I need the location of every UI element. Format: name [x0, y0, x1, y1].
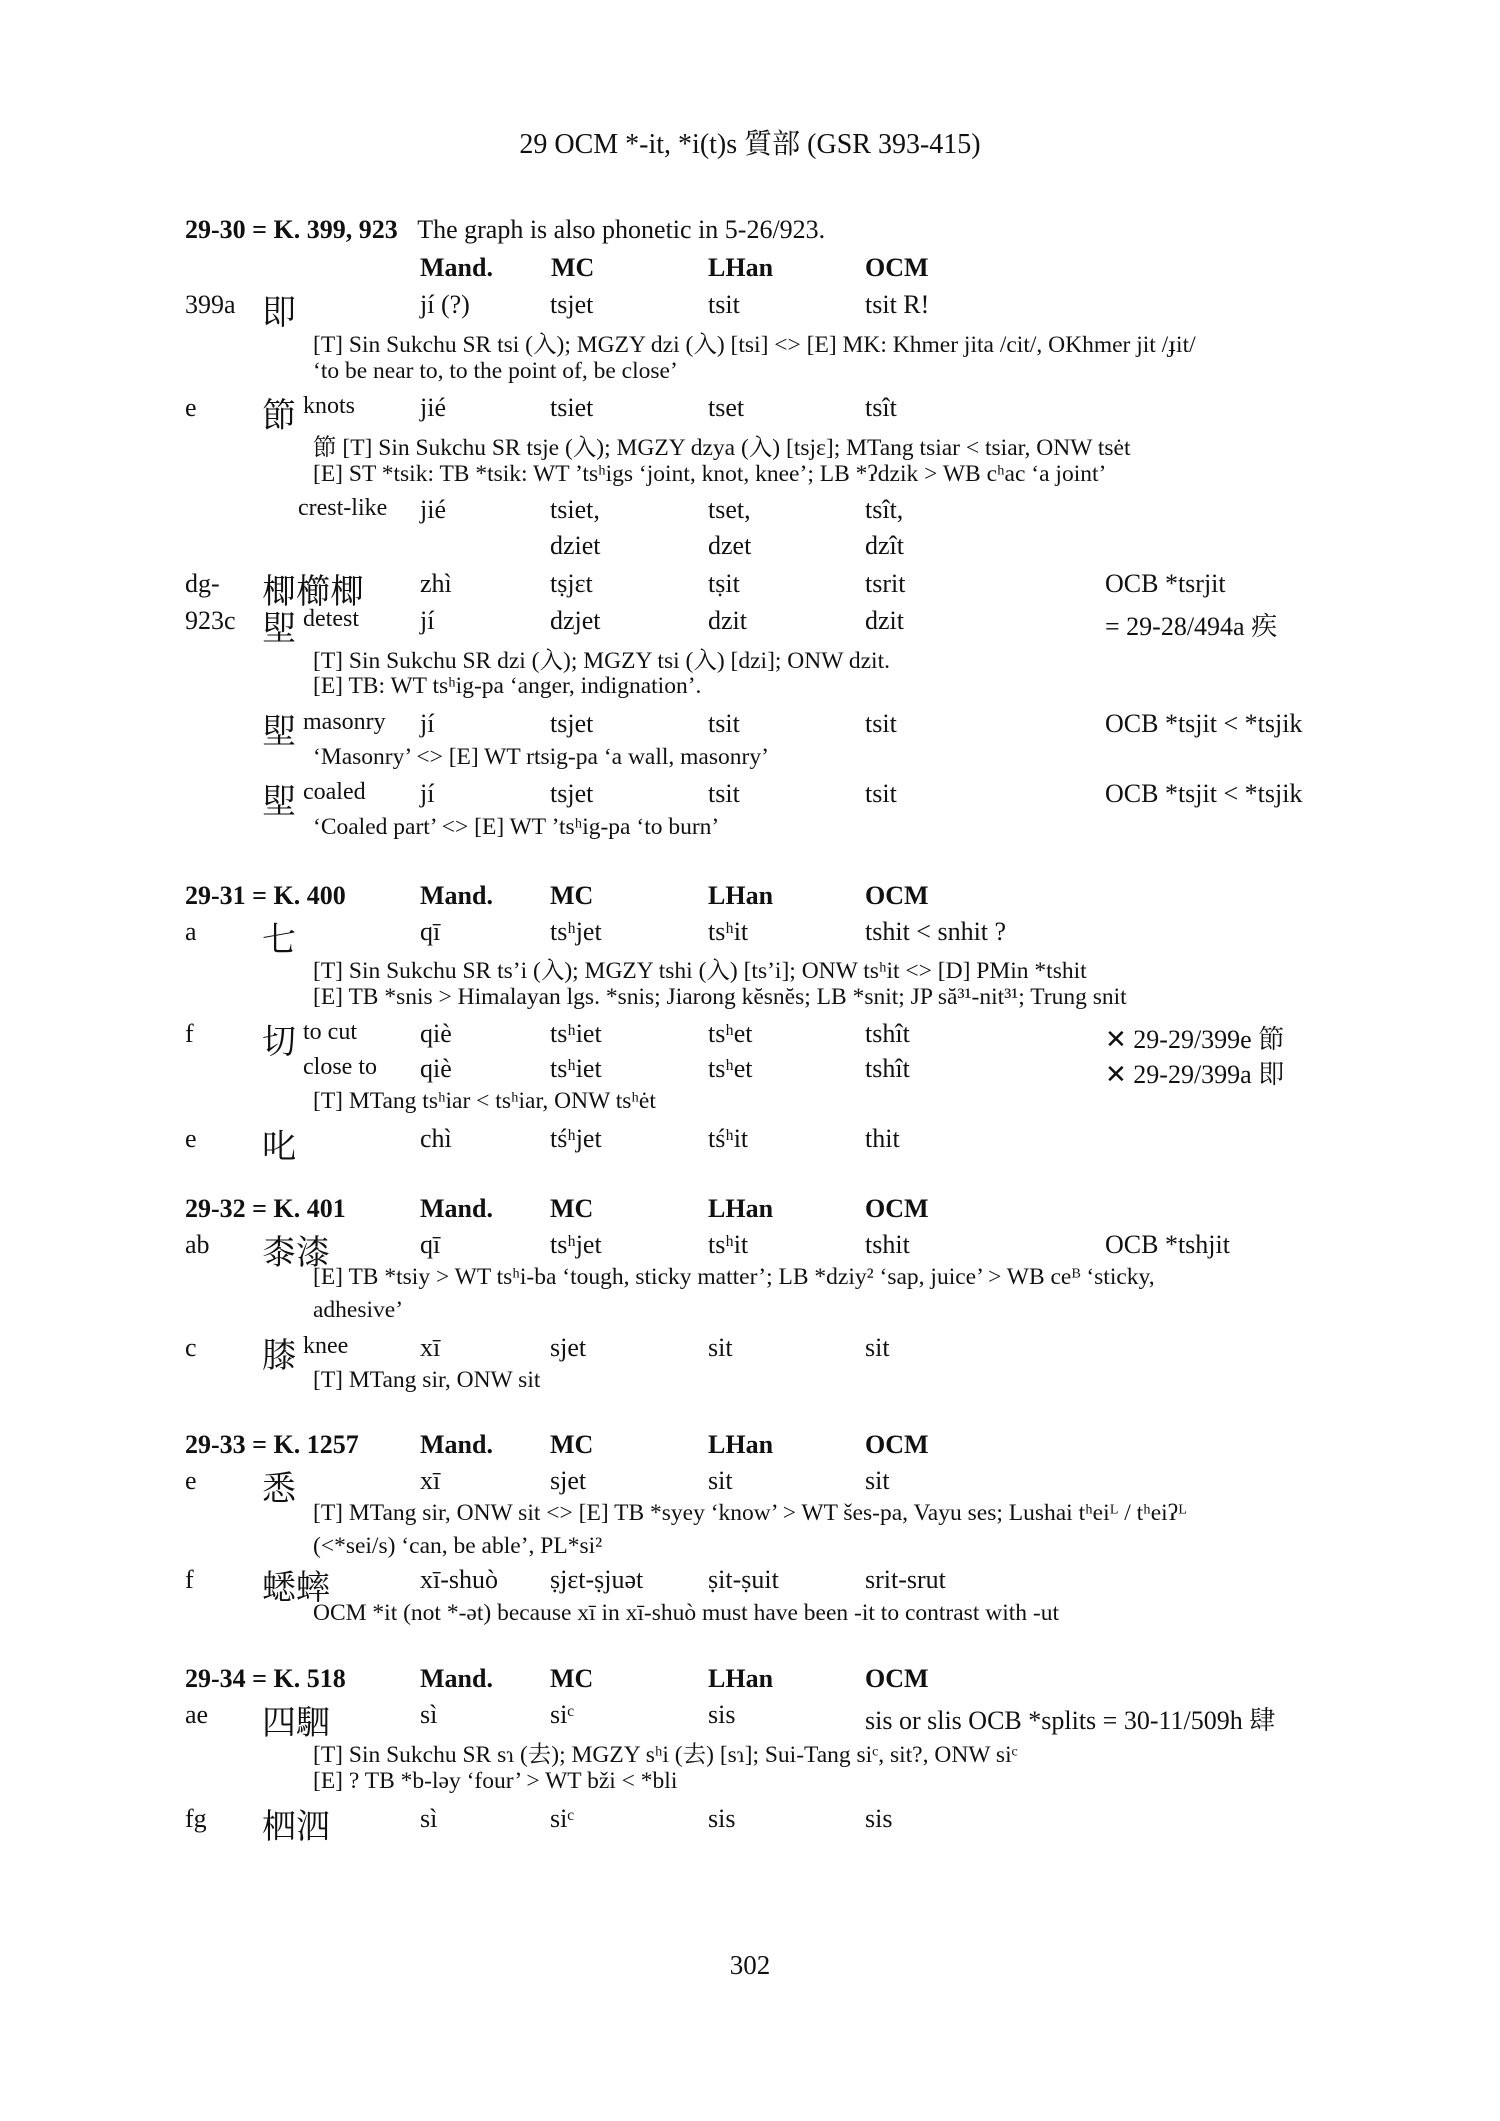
row-lhan: tsit — [708, 290, 740, 319]
row-id: e — [185, 1466, 197, 1495]
table-row — [0, 779, 1500, 822]
row-mand: xī-shuò — [420, 1565, 498, 1594]
row-mand: jí (?) — [420, 290, 470, 319]
note-line: (<*sei/s) ‘can, be able’, PL*si² — [313, 1533, 603, 1559]
row-ocm: thit — [865, 1124, 900, 1153]
row-ocb: OCB *tsjit < *tsjik — [1105, 709, 1303, 738]
row-gloss: coaled — [303, 779, 366, 805]
section-description: The graph is also phonetic in 5-26/923. — [417, 215, 826, 244]
row-gloss: close to — [303, 1054, 377, 1080]
table-row — [0, 606, 1500, 649]
row-ocm: dzît — [865, 531, 904, 560]
row-lhan: sis — [708, 1700, 736, 1729]
row-ocb: OCB *tsrjit — [1105, 569, 1226, 598]
col-mand: Mand. — [420, 253, 493, 282]
row-mand: chì — [420, 1124, 452, 1153]
row-ocb: OCB *tsjit < *tsjik — [1105, 779, 1303, 808]
note-line: [T] MTang tsʰiar < tsʰiar, ONW tsʰėt — [313, 1088, 656, 1114]
table-row — [0, 1230, 1500, 1273]
table-row — [0, 495, 1500, 531]
row-ocm: tsrit — [865, 569, 906, 598]
row-mc: dziet — [550, 531, 601, 560]
note-line: [T] Sin Sukchu SR tsi (入); MGZY dzi (入) [tsi] <> [E] MK: Khmer jita /cit/, OKhmer jit /ɟit/ — [313, 332, 1196, 358]
row-graph: 七 — [262, 920, 296, 960]
row-ocm: tsit — [865, 779, 897, 808]
column-header-row — [0, 253, 1500, 289]
table-row — [0, 1466, 1500, 1509]
table-row — [0, 1124, 1500, 1167]
row-id: ab — [185, 1230, 210, 1259]
row-ocm: tshit — [865, 1230, 910, 1259]
row-mc: tsʰiet — [550, 1054, 602, 1083]
row-ocm: tsît, — [865, 495, 904, 524]
note-line: [T] Sin Sukchu SR sɿ (去); MGZY sʰi (去) [sɿ]; Sui-Tang siᶜ, sit?, ONW siᶜ — [313, 1742, 1018, 1768]
row-mand: zhì — [420, 569, 452, 598]
table-row — [0, 393, 1500, 436]
section-id: 29-34 = K. 518 — [185, 1664, 346, 1693]
row-mc: tsjet — [550, 709, 594, 738]
row-id: e — [185, 1124, 197, 1153]
row-id: dg- — [185, 569, 220, 598]
row-lhan: tsʰet — [708, 1054, 753, 1083]
row-graph: 蟋蟀 — [262, 1568, 330, 1608]
note-line: [E] ST *tsik: TB *tsik: WT ’tsʰigs ‘joint, knot, knee’; LB *ʔdzik > WB cʰac ‘a joint’ — [313, 461, 1107, 487]
row-lhan: tset — [708, 393, 745, 422]
row-graph: 切 — [262, 1022, 296, 1062]
row-gloss: crest-like — [298, 495, 388, 521]
col-mand: Mand. — [420, 1194, 493, 1223]
col-ocm: OCM — [865, 253, 929, 282]
row-id: 399a — [185, 290, 236, 319]
row-mand: jié — [420, 495, 446, 524]
row-id: c — [185, 1333, 197, 1362]
col-lhan: LHan — [708, 1194, 774, 1223]
table-row — [0, 569, 1500, 612]
col-mand: Mand. — [420, 1664, 493, 1693]
note-line: [T] Sin Sukchu SR ts’i (入); MGZY tshi (入) [ts’i]; ONW tsʰit <> [D] PMin *tshit — [313, 958, 1087, 984]
row-id: f — [185, 1565, 194, 1594]
row-ocm: tshît — [865, 1019, 910, 1048]
row-graph: 四駟 — [262, 1703, 330, 1743]
col-mc: MC — [550, 1430, 594, 1459]
row-mand: qiè — [420, 1054, 452, 1083]
row-graph: 柶泗 — [262, 1807, 330, 1847]
section-heading-29-34 — [0, 1664, 1500, 1700]
col-mand: Mand. — [420, 1430, 493, 1459]
note-line: [E] TB *tsiy > WT tsʰi-ba ‘tough, sticky matter’; LB *dziy² ‘sap, juice’ > WB ceᴮ ‘sticky, — [313, 1264, 1155, 1290]
row-mc: tsiet, — [550, 495, 600, 524]
note-line: [E] TB: WT tsʰig-pa ‘anger, indignation’. — [313, 673, 702, 699]
note-line: [T] Sin Sukchu SR dzi (入); MGZY tsi (入) [dzi]; ONW dzit. — [313, 648, 890, 674]
row-id: e — [185, 393, 197, 422]
row-mc: sjet — [550, 1333, 587, 1362]
note-line: adhesive’ — [313, 1297, 404, 1323]
row-mc: tsjet — [550, 779, 594, 808]
row-graph: 楖櫛楖 — [262, 572, 364, 612]
col-ocm: OCM — [865, 1664, 929, 1693]
row-mand: qī — [420, 917, 441, 946]
col-mand: Mand. — [420, 881, 493, 910]
col-ocm: OCM — [865, 1194, 929, 1223]
section-id: 29-33 = K. 1257 — [185, 1430, 359, 1459]
col-ocm: OCM — [865, 881, 929, 910]
row-lhan: tsʰit — [708, 1230, 749, 1259]
row-mc: siᶜ — [550, 1700, 574, 1729]
row-graph: 堲 — [262, 712, 296, 752]
note-line: [T] MTang sir, ONW sit <> [E] TB *syey ‘know’ > WT šes-pa, Vayu ses; Lushai tʰeiᴸ / tʰeiʔᴸ — [313, 1500, 1187, 1526]
row-ocm: tsit R! — [865, 290, 930, 319]
row-id: a — [185, 917, 197, 946]
col-mc: MC — [550, 881, 594, 910]
row-gloss: detest — [303, 606, 359, 632]
table-row — [0, 917, 1500, 960]
row-graph: 堲 — [262, 782, 296, 822]
row-ocb: = 29-28/494a 疾 — [1105, 612, 1278, 641]
note-line: OCM *it (not *-ət) because xī in xī-shuò must have been -it to contrast with -ut — [313, 1600, 1059, 1626]
row-graph: 堲 — [262, 609, 296, 649]
col-lhan: LHan — [708, 1664, 774, 1693]
row-lhan: ṣit-ṣuit — [708, 1565, 779, 1594]
row-mand: xī — [420, 1333, 441, 1362]
row-mc: tsʰiet — [550, 1019, 602, 1048]
note-line: ‘Coaled part’ <> [E] WT ’tsʰig-pa ‘to burn’ — [313, 814, 720, 840]
table-row — [0, 709, 1500, 752]
row-id: fg — [185, 1804, 207, 1833]
row-id: f — [185, 1019, 194, 1048]
table-row — [0, 1565, 1500, 1608]
row-graph: 叱 — [262, 1127, 296, 1167]
row-mand: qiè — [420, 1019, 452, 1048]
col-lhan: LHan — [708, 1430, 774, 1459]
col-mc: MC — [550, 1664, 594, 1693]
row-gloss: to cut — [303, 1019, 357, 1045]
note-line: 節 [T] Sin Sukchu SR tsje (入); MGZY dzya (入) [tsjɛ]; MTang tsiar < tsiar, ONW tsėt — [313, 435, 1131, 461]
table-row — [0, 1804, 1500, 1847]
row-lhan: dzet — [708, 531, 752, 560]
row-lhan: dzit — [708, 606, 747, 635]
section-heading-29-31 — [0, 881, 1500, 917]
note-line: ‘Masonry’ <> [E] WT rtsig-pa ‘a wall, masonry’ — [313, 744, 769, 770]
row-ocm: tsît — [865, 393, 897, 422]
row-lhan: sit — [708, 1466, 733, 1495]
row-mc: dzjet — [550, 606, 601, 635]
row-lhan: tṣit — [708, 569, 740, 598]
note-line: ‘to be near to, to the point of, be close’ — [313, 358, 678, 384]
col-lhan: LHan — [708, 253, 774, 282]
row-mand: jié — [420, 393, 446, 422]
row-ocm: tshit < snhit ? — [865, 917, 1007, 946]
row-gloss: masonry — [303, 709, 386, 735]
section-id: 29-32 = K. 401 — [185, 1194, 346, 1223]
row-lhan: tśʰit — [708, 1124, 749, 1153]
row-id: ae — [185, 1700, 209, 1729]
row-mc: tśʰjet — [550, 1124, 602, 1153]
section-id: 29-30 = K. 399, 923 — [185, 215, 398, 244]
row-graph: 節 — [262, 396, 296, 436]
row-ocm: srit-srut — [865, 1565, 946, 1594]
row-ocb: ✕ 29-29/399a 即 — [1105, 1060, 1285, 1089]
table-row — [0, 1054, 1500, 1090]
row-ocm: sis — [865, 1804, 893, 1833]
row-lhan: sis — [708, 1804, 736, 1833]
col-mc: MC — [551, 253, 595, 282]
row-graph: 悉 — [262, 1469, 296, 1509]
row-ocm: sis or slis OCB *splits = 30-11/509h 肆 — [865, 1706, 1276, 1735]
row-lhan: tsʰit — [708, 917, 749, 946]
table-row — [0, 531, 1500, 567]
note-line: [E] ? TB *b-ləy ‘four’ > WT bži < *bli — [313, 1768, 678, 1794]
row-lhan: sit — [708, 1333, 733, 1362]
row-lhan: tset, — [708, 495, 751, 524]
section-heading-29-33 — [0, 1430, 1500, 1466]
row-ocm: sit — [865, 1333, 890, 1362]
table-row — [0, 290, 1500, 333]
note-line: [E] TB *snis > Himalayan lgs. *snis; Jiarong kĕsnĕs; LB *snit; JP să³¹-nit³¹; Trung snit — [313, 984, 1127, 1010]
row-mand: xī — [420, 1466, 441, 1495]
row-mand: jí — [420, 606, 435, 635]
row-lhan: tsit — [708, 779, 740, 808]
row-lhan: tsʰet — [708, 1019, 753, 1048]
row-graph: 桼漆 — [262, 1233, 330, 1273]
row-gloss: knots — [303, 393, 356, 419]
row-mc: tsʰjet — [550, 917, 602, 946]
row-mand: jí — [420, 709, 435, 738]
row-ocm: dzit — [865, 606, 904, 635]
row-mc: tsʰjet — [550, 1230, 602, 1259]
table-row — [0, 1333, 1500, 1376]
row-mc: tṣjɛt — [550, 569, 593, 598]
table-row — [0, 1700, 1500, 1743]
row-graph: 即 — [262, 293, 296, 333]
col-mc: MC — [550, 1194, 594, 1223]
col-lhan: LHan — [708, 881, 774, 910]
row-ocm: sit — [865, 1466, 890, 1495]
row-mc: ṣjɛt-ṣjuət — [550, 1565, 644, 1594]
row-mand: jí — [420, 779, 435, 808]
row-ocm: tsit — [865, 709, 897, 738]
col-ocm: OCM — [865, 1430, 929, 1459]
table-row — [0, 1019, 1500, 1062]
row-mand: sì — [420, 1700, 438, 1729]
section-id: 29-31 = K. 400 — [185, 881, 346, 910]
note-line: [T] MTang sir, ONW sit — [313, 1367, 541, 1393]
row-gloss: knee — [303, 1333, 349, 1359]
row-mc: tsjet — [550, 290, 594, 319]
row-id: 923c — [185, 606, 236, 635]
row-mand: qī — [420, 1230, 441, 1259]
row-mand: sì — [420, 1804, 438, 1833]
row-mc: sjet — [550, 1466, 587, 1495]
row-ocb: ✕ 29-29/399e 節 — [1105, 1025, 1285, 1054]
row-ocb: OCB *tshjit — [1105, 1230, 1230, 1259]
section-heading-29-32 — [0, 1194, 1500, 1230]
row-lhan: tsit — [708, 709, 740, 738]
row-mc: tsiet — [550, 393, 594, 422]
section-heading-29-30 — [185, 215, 825, 245]
page-header: 29 OCM *-it, *i(t)s 質部 (GSR 393-415) — [519, 129, 981, 160]
row-mc: siᶜ — [550, 1804, 574, 1833]
row-graph: 膝 — [262, 1336, 296, 1376]
page-number: 302 — [729, 1950, 771, 1980]
row-ocm: tshît — [865, 1054, 910, 1083]
